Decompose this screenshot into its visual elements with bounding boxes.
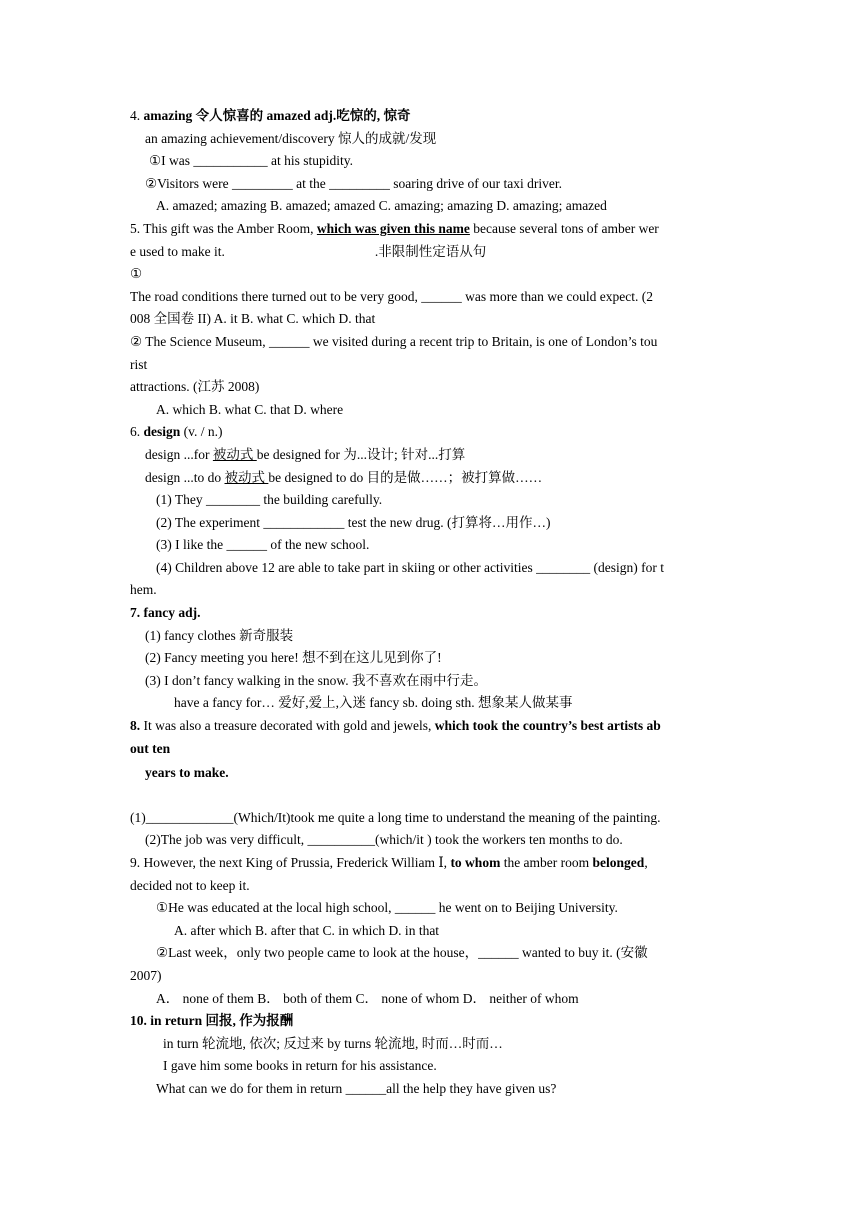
section-5-line: e used to make it. .非限制性定语从句 — [130, 243, 487, 259]
section-6-heading: 6. design (v. / n.) — [130, 424, 223, 440]
section-9-bold-2: belonged — [592, 855, 645, 870]
section-5-circle-marker: ① — [130, 266, 143, 282]
section-7-line-1: (1) fancy clothes 新奇服装 — [145, 627, 294, 643]
section-6-passive-label: 被动式 — [212, 446, 257, 462]
section-6-passive-label: 被动式 — [224, 469, 269, 485]
document-body — [130, 105, 730, 1101]
section-8-question-1: (1)_____________(Which/It)took me quite a long time to understand the meaning of the painting. — [130, 809, 661, 825]
section-6-def-1: design ...for 被动式 be designed for 为...设计; 针对...打算 — [145, 446, 466, 462]
section-9-question-2-source: 2007) — [130, 967, 162, 983]
section-9-question-2-options: A． none of them B． both of them C． none of whom D． neither of whom — [156, 990, 579, 1006]
section-4-line: an amazing achievement/discovery 惊人的成就/发现 — [145, 130, 437, 146]
section-4-options: A. amazed; amazing B. amazed; amazed C. amazing; amazing D. amazing; amazed — [156, 198, 607, 214]
section-8-question-2: (2)The job was very difficult, __________(which/it ) took the workers ten months to do. — [145, 832, 623, 848]
section-10-line-2: I gave him some books in return for his assistance. — [163, 1058, 437, 1074]
section-5-heading: 5. This gift was the Amber Room, which was given this name because several tons of amber wer — [130, 220, 659, 236]
section-6-exercise-4-cont: hem. — [130, 582, 157, 598]
section-6-def-2: design ...to do 被动式 be designed to do 目的是做……；被打算做…… — [145, 469, 543, 485]
section-4-heading: 4. amazing 令人惊喜的 amazed adj.吃惊的, 惊奇 — [130, 108, 411, 123]
section-10-heading: 10. in return 回报, 作为报酬 — [130, 1013, 294, 1029]
section-9-heading: 9. However, the next King of Prussia, Frederick William Ⅰ, to whom the amber room belonged, — [130, 855, 648, 870]
section-6-exercise-4: (4) Children above 12 are able to take part in skiing or other activities ________ (design) for t — [156, 559, 664, 575]
section-5-question-1-cont: 008 全国卷 II) A. it B. what C. which D. that — [130, 311, 376, 327]
section-5-question-2-source: attractions. (江苏 2008) — [130, 379, 260, 395]
section-6-word: design — [143, 424, 181, 440]
section-7-line-2: (2) Fancy meeting you here! 想不到在这儿见到你了! — [145, 650, 442, 666]
section-5-question-2: ② The Science Museum, ______ we visited during a recent trip to Britain, is one of London’s tou — [130, 333, 658, 349]
section-5-question-2-cont: rist — [130, 356, 148, 372]
section-6-exercise-3: (3) I like the ______ of the new school. — [156, 537, 370, 553]
section-10-line-3: What can we do for them in return ______all the help they have given us? — [156, 1080, 557, 1096]
section-8-bold-cont: out ten — [130, 740, 171, 756]
section-9-line-2: decided not to keep it. — [130, 877, 250, 893]
section-4-heading-bold: amazing 令人惊喜的 amazed adj.吃惊的, 惊奇 — [143, 108, 411, 123]
section-9-question-2: ②Last week，only two people came to look at the house，______ wanted to buy it. (安徽 — [156, 945, 648, 961]
section-5-question-1: The road conditions there turned out to be very good, ______ was more than we could expect. (2 — [130, 288, 653, 304]
section-7-line-4: have a fancy for… 爱好,爱上,入迷 fancy sb. doing sth. 想象某人做某事 — [174, 695, 573, 711]
section-8-heading: 8. It was also a treasure decorated with gold and jewels, which took the country’s best artists ab — [130, 718, 661, 734]
section-8-bold-end: years to make. — [145, 765, 229, 781]
section-9-bold-1: to whom — [450, 855, 501, 870]
section-10-line-1: in turn 轮流地, 依次; 反过来 by turns 轮流地, 时而…时而… — [163, 1035, 503, 1051]
section-8-bold-clause: which took the country’s best artists ab — [434, 718, 661, 734]
section-4-question-1: ①I was ___________ at his stupidity. — [149, 153, 353, 169]
section-5-note: .非限制性定语从句 — [374, 243, 487, 259]
section-6-exercise-1: (1) They ________ the building carefully. — [156, 492, 383, 508]
spacer — [130, 785, 730, 807]
section-9-question-1-options: A. after which B. after that C. in which D. in that — [174, 922, 440, 938]
section-6-exercise-2: (2) The experiment ____________ test the new drug. (打算将…用作…) — [156, 514, 551, 530]
section-9-question-1: ①He was educated at the local high school, ______ he went on to Beijing University. — [156, 900, 618, 916]
section-4-question-2: ②Visitors were _________ at the _________ soaring drive of our taxi driver. — [145, 175, 562, 191]
section-7-heading: 7. fancy adj. — [130, 605, 201, 621]
section-5-underlined-clause: which was given this name — [316, 220, 470, 236]
section-7-line-3: (3) I don’t fancy walking in the snow. 我不喜欢在雨中行走。 — [145, 672, 487, 688]
section-5-options: A. which B. what C. that D. where — [156, 401, 344, 417]
